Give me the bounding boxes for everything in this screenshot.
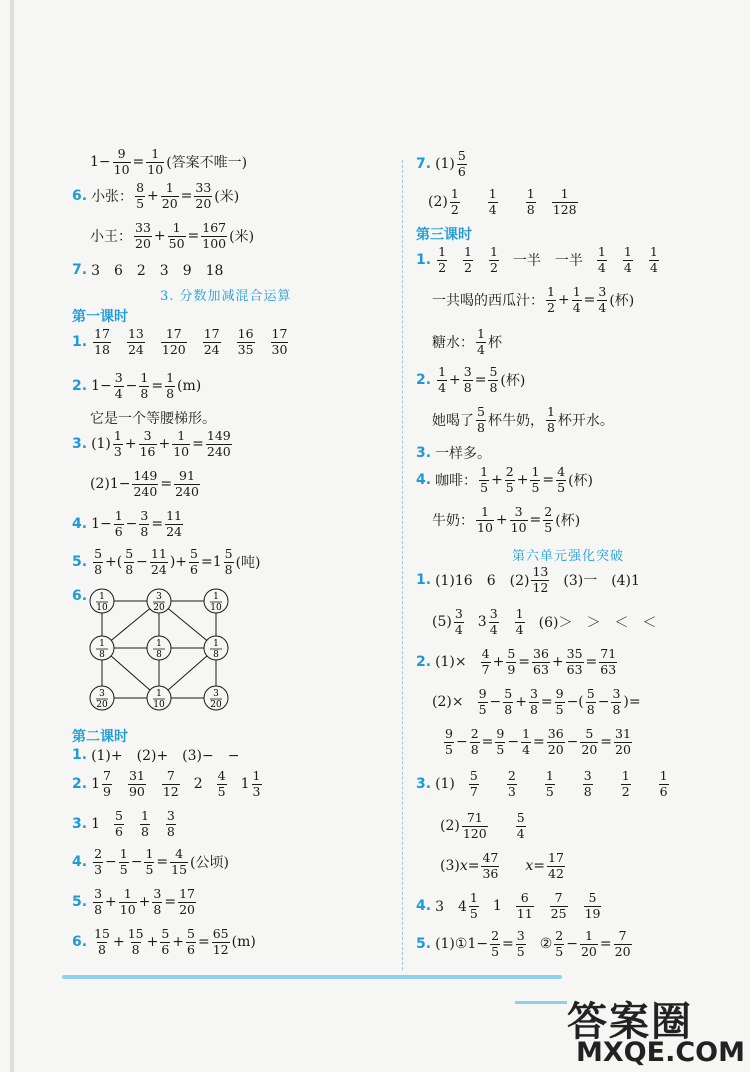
text: (答案不唯一) <box>166 155 248 171</box>
node-denominator: 20 <box>210 700 222 710</box>
answer-row: (2)× $\frac{9}{5}$ − $\frac{5}{8}$ + $\frac{3}{8}$ = $\frac{9}{5}$ −( $\frac{5}{8}$ − $\frac{3}{8}$ )= <box>432 686 641 717</box>
answer-row: 2. (1)× $\frac{4}{7}$ + $\frac{5}{9}$ = $\frac{36}{63}$ + $\frac{35}{63}$ = $\frac{71}{63}$ <box>416 646 617 677</box>
answer-row: (5) $\frac{3}{4}$ 3 $\frac{3}{4}$ $\frac{1}{4}$ (6)＞ ＞ ＜ ＜ <box>432 606 657 637</box>
answer-row: 3. 1 $\frac{5}{6}$ $\frac{1}{8}$ $\frac{3}{8}$ <box>72 808 175 839</box>
fraction: $\frac{33}{20}$ <box>195 180 212 211</box>
answer-row: 糖水： $\frac{1}{4}$ 杯 <box>432 326 502 357</box>
answer-row: 3. 一样多。 <box>416 445 492 462</box>
node-denominator: 10 <box>96 603 108 613</box>
node-numerator: 1 <box>213 639 219 649</box>
node-denominator: 10 <box>210 603 222 613</box>
lesson-heading: 第三课时 <box>416 227 472 243</box>
text: 小张： <box>91 189 134 205</box>
answer-row: 5. $\frac{5}{8}$ +( $\frac{5}{8}$ − $\frac{11}{24}$ )+ $\frac{5}{6}$ =1 $\frac{5}{8}$ (吨) <box>72 546 261 577</box>
fraction: $\frac{1}{20}$ <box>161 180 178 211</box>
question-number: 6. <box>72 588 88 604</box>
answer-row: 4. 3 4 $\frac{1}{5}$ 1 $\frac{6}{11}$ $\frac{7}{25}$ $\frac{5}{19}$ <box>416 890 601 921</box>
lesson-heading: 第一课时 <box>72 309 128 325</box>
answer-row: 1. $\frac{1}{2}$ $\frac{1}{2}$ $\frac{1}{2}$ 一半 一半 $\frac{1}{4}$ $\frac{1}{4}$ $\frac{1}{4}$ <box>416 244 658 275</box>
answer-row: 5. $\frac{3}{8}$ + $\frac{1}{10}$ + $\frac{3}{8}$ = $\frac{17}{20}$ <box>72 886 195 917</box>
fraction: $\frac{1}{50}$ <box>168 220 185 251</box>
answer-row: 1. (1)+ (2)+ (3)− − <box>72 747 240 764</box>
footer-bar <box>62 975 562 979</box>
unit-title: 第六单元强化突破 <box>512 549 625 564</box>
answer-row: 4. 咖啡： $\frac{1}{5}$ + $\frac{2}{5}$ + $\frac{1}{5}$ = $\frac{4}{5}$ (杯) <box>416 464 594 495</box>
node-denominator: 8 <box>99 650 105 660</box>
answer-row: (3) x= $\frac{47}{36}$ x= $\frac{17}{42}$ <box>440 850 564 881</box>
node-numerator: 1 <box>156 689 162 699</box>
answer-row: 7. (1) $\frac{5}{6}$ <box>416 148 466 179</box>
watermark-url: MXQE.COM <box>576 1037 745 1068</box>
watermark-logo: 答案圈 <box>567 999 693 1045</box>
node-denominator: 8 <box>156 650 162 660</box>
answer-row: 4. $\frac{2}{3}$ − $\frac{1}{5}$ − $\frac{1}{5}$ = $\frac{4}{15}$ (公顷) <box>72 846 229 877</box>
text: 3 6 2 3 9 18 <box>91 263 224 279</box>
answer-row: 4. 1− $\frac{1}{6}$ − $\frac{3}{8}$ = $\frac{11}{24}$ <box>72 508 182 539</box>
fraction: $\frac{8}{5}$ <box>136 180 145 211</box>
node-numerator: 1 <box>99 592 105 602</box>
answer-row: (2)1− $\frac{149}{240}$ = $\frac{91}{240}$ <box>90 468 199 499</box>
node-denominator: 8 <box>213 650 219 660</box>
answer-row: (2) $\frac{1}{2}$ $\frac{1}{4}$ $\frac{1}{8}$ $\frac{1}{128}$ <box>428 186 577 217</box>
answer-row: 一共喝的西瓜汁： $\frac{1}{2}$ + $\frac{1}{4}$ = $\frac{3}{4}$ (杯) <box>432 284 635 315</box>
column-divider <box>402 160 403 970</box>
node-denominator: 10 <box>153 700 165 710</box>
lesson-heading: 第二课时 <box>72 729 128 745</box>
answer-row: 6. $\frac{15}{8}$ + $\frac{15}{8}$ + $\frac{5}{6}$ + $\frac{5}{6}$ = $\frac{65}{12}$ (m) <box>72 926 256 957</box>
fraction: $\frac{33}{20}$ <box>135 220 151 251</box>
node-numerator: 1 <box>99 639 105 649</box>
text: 1− <box>90 154 111 170</box>
question-number: 1. <box>72 334 88 350</box>
node-denominator: 20 <box>96 700 108 710</box>
answer-row: 3. (1) $\frac{1}{3}$ + $\frac{3}{16}$ + $\frac{1}{10}$ = $\frac{149}{240}$ <box>72 428 231 459</box>
answer-row <box>72 260 223 280</box>
answer-row: 1. (1)16 6 (2) $\frac{13}{12}$ (3)一 (4)1 <box>416 564 640 595</box>
answer-row: 3. (1) $\frac{5}{7}$ $\frac{2}{3}$ $\frac{1}{5}$ $\frac{3}{8}$ $\frac{1}{2}$ $\frac{1}{6}$ <box>416 768 668 799</box>
answer-row: 5. (1)①1− $\frac{2}{5}$ = $\frac{3}{5}$ ② $\frac{2}{5}$ − $\frac{1}{20}$ = $\frac{7}{20}$ <box>416 928 631 959</box>
answer-row: (2) $\frac{71}{120}$ $\frac{5}{4}$ <box>440 810 525 841</box>
node-numerator: 3 <box>156 592 162 602</box>
answer-row: 2. 1 $\frac{7}{9}$ $\frac{31}{90}$ $\frac{7}{12}$ 2 $\frac{4}{5}$ 1 $\frac{1}{3}$ <box>72 768 261 799</box>
question-number: 6. <box>72 188 88 204</box>
fraction-network-diagram <box>86 586 236 718</box>
node-numerator: 1 <box>156 639 162 649</box>
node-numerator: 1 <box>213 592 219 602</box>
answer-text: 它是一个等腰梯形。 <box>90 411 216 427</box>
answer-row <box>90 148 247 176</box>
node-numerator: 3 <box>99 689 105 699</box>
page-edge <box>10 0 14 1072</box>
fraction: $\frac{9}{10}$ <box>113 146 130 177</box>
answer-row: 1. $\frac{17}{18}$ $\frac{13}{24}$ $\frac{17}{120}$ $\frac{17}{24}$ $\frac{16}{35}$ $\frac{17}{30}$ <box>72 326 288 357</box>
fraction: $\frac{1}{10}$ <box>147 146 164 177</box>
node-numerator: 3 <box>213 689 219 699</box>
answer-row: $\frac{9}{5}$ − $\frac{2}{8}$ = $\frac{9}{5}$ − $\frac{1}{4}$ = $\frac{36}{20}$ − $\frac{5}{20}$ = $\frac{31}{20}$ <box>445 726 631 757</box>
text: = <box>132 154 145 170</box>
answer-row: 6. 小张： $\frac{8}{5}$ + $\frac{1}{20}$ = $\frac{33}{20}$ (米) <box>72 180 240 211</box>
node-denominator: 20 <box>153 603 165 613</box>
answer-row: 牛奶： $\frac{1}{10}$ + $\frac{3}{10}$ = $\frac{2}{5}$ (杯) <box>432 504 581 535</box>
question-number: 7. <box>72 262 88 278</box>
answer-row: 小王： $\frac{33}{20}$ + $\frac{1}{50}$ = $\frac{167}{100}$ (米) <box>90 220 255 251</box>
footer-bar-short <box>515 1001 567 1004</box>
answer-row: 2. $\frac{1}{4}$ + $\frac{3}{8}$ = $\frac{5}{8}$ (杯) <box>416 364 526 395</box>
fraction: $\frac{167}{100}$ <box>202 220 227 251</box>
answer-row: 她喝了 $\frac{5}{8}$ 杯牛奶， $\frac{1}{8}$ 杯开水。 <box>432 404 614 435</box>
answer-row: 2. 1− $\frac{3}{4}$ − $\frac{1}{8}$ = $\frac{1}{8}$ (m) <box>72 370 202 401</box>
section-title: 3. 分数加减混合运算 <box>160 289 292 304</box>
